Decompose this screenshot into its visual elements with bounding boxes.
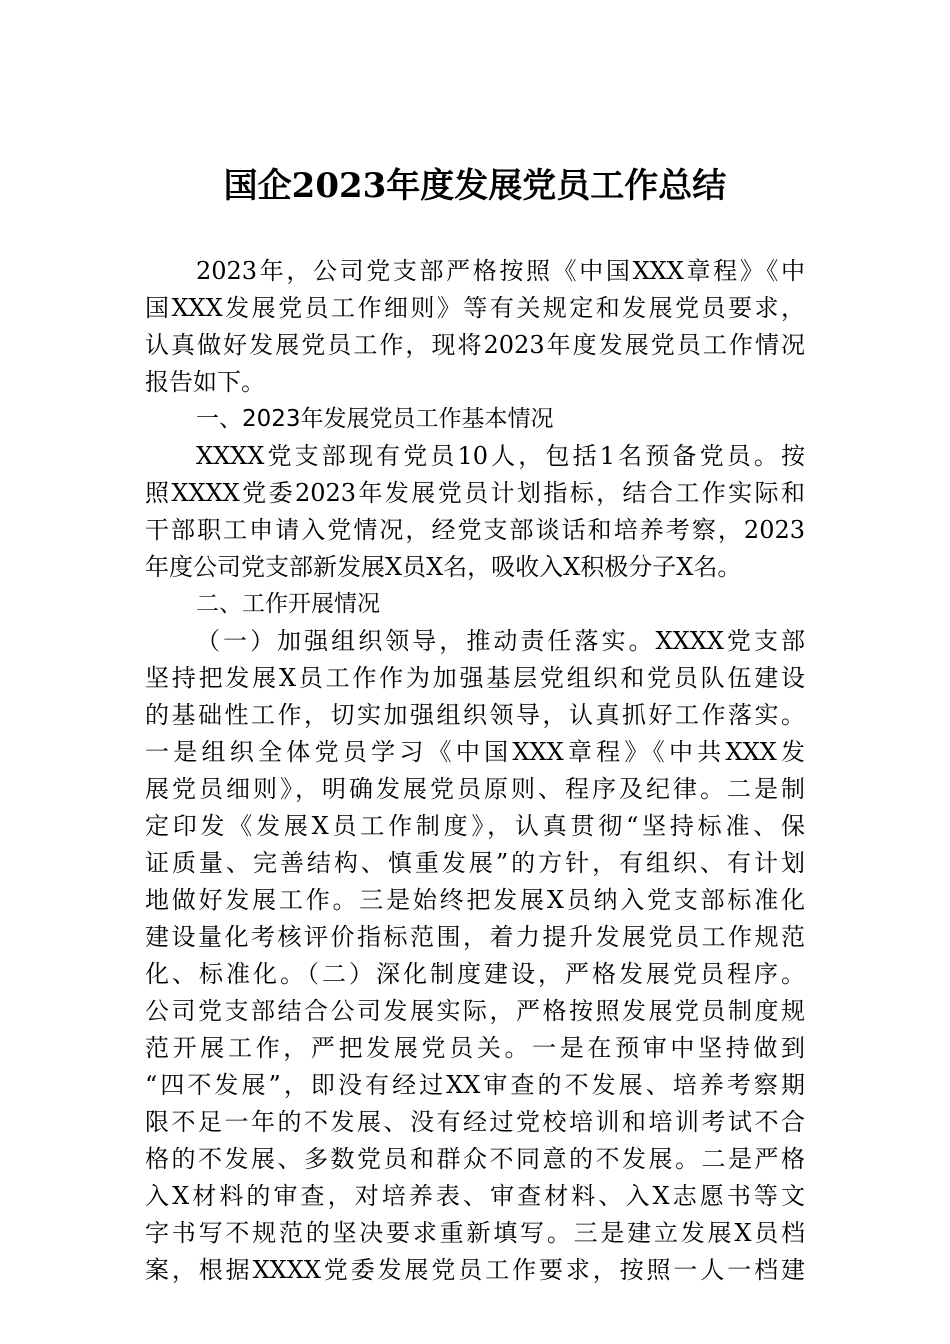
paragraph-line: “四不发展”，即没有经过XX审查的不发展、培养考察期 [145, 1071, 805, 1099]
paragraph-line: 限不足一年的不发展、没有经过党校培训和培训考试不合 [145, 1108, 805, 1136]
paragraph-line: 2023年，公司党支部严格按照《中国XXX章程》《中 [196, 257, 805, 285]
paragraph-line: 定印发《发展X员工作制度》，认真贯彻“坚持标准、保 [145, 812, 805, 840]
paragraph-line: 认真做好发展党员工作，现将2023年度发展党员工作情况 [145, 331, 805, 359]
paragraph-line: 年度公司党支部新发展X员X名，吸收入X积极分子X名。 [145, 553, 742, 581]
paragraph-line: 证质量、完善结构、慎重发展”的方针，有组织、有计划 [145, 849, 805, 877]
paragraph-line: 范开展工作，严把发展党员关。一是在预审中坚持做到 [145, 1034, 805, 1062]
paragraph-line: XXXX党支部现有党员10人，包括1名预备党员。按 [196, 442, 805, 470]
section-heading: 二、工作开展情况 [196, 591, 380, 617]
paragraph-line: 入X材料的审查，对培养表、审查材料、入X志愿书等文 [145, 1182, 805, 1210]
paragraph-line: 坚持把发展X员工作作为加强基层党组织和党员队伍建设 [145, 664, 805, 692]
paragraph-line: 干部职工申请入党情况，经党支部谈话和培养考察，2023 [145, 516, 805, 544]
paragraph-line: 化、标准化。（二）深化制度建设，严格发展党员程序。 [145, 960, 805, 988]
document-body [145, 253, 805, 1289]
paragraph-line: 建设量化考核评价指标范围，着力提升发展党员工作规范 [145, 923, 805, 951]
paragraph-line: 格的不发展、多数党员和群众不同意的不发展。二是严格 [145, 1145, 805, 1173]
paragraph-line: 一是组织全体党员学习《中国XXX章程》《中共XXX发 [145, 738, 805, 766]
paragraph-line: （一）加强组织领导，推动责任落实。XXXX党支部 [196, 627, 805, 655]
paragraph-line: 字书写不规范的坚决要求重新填写。三是建立发展X员档 [145, 1219, 805, 1247]
paragraph-line: 地做好发展工作。三是始终把发展X员纳入党支部标准化 [145, 886, 805, 914]
document-title: 国企2023年度发展党员工作总结 [223, 166, 727, 206]
paragraph-line: 报告如下。 [145, 368, 265, 396]
paragraph-line: 照XXXX党委2023年发展党员计划指标，结合工作实际和 [145, 479, 805, 507]
section-heading: 一、2023年发展党员工作基本情况 [196, 406, 554, 432]
paragraph-line: 的基础性工作，切实加强组织领导，认真抓好工作落实。 [145, 701, 805, 729]
paragraph-line: 国XXX发展党员工作细则》等有关规定和发展党员要求， [145, 294, 805, 322]
paragraph-line: 展党员细则》，明确发展党员原则、程序及纪律。二是制 [145, 775, 805, 803]
paragraph-line: 公司党支部结合公司发展实际，严格按照发展党员制度规 [145, 997, 805, 1025]
paragraph-line: 案，根据XXXX党委发展党员工作要求，按照一人一档建 [145, 1256, 805, 1284]
